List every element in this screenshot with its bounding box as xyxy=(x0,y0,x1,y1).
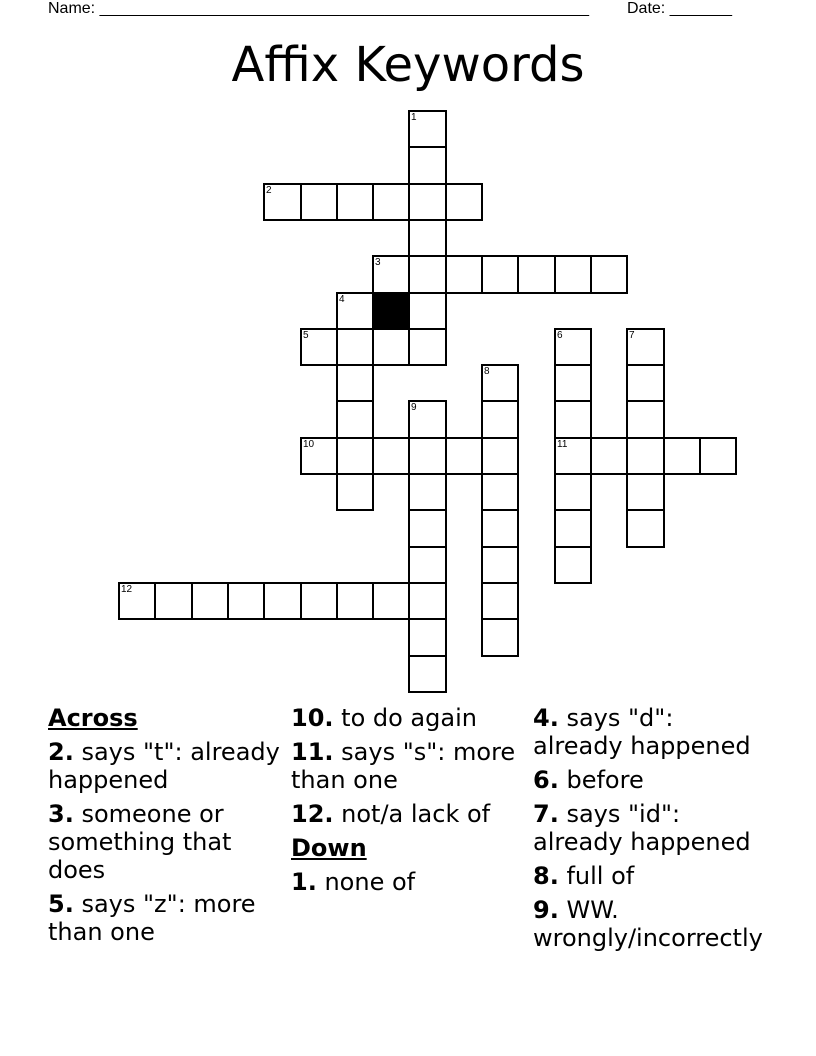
grid-cell[interactable] xyxy=(408,509,447,548)
grid-cell[interactable] xyxy=(336,292,374,330)
clue-number-label: 10 xyxy=(303,439,315,450)
grid-cell[interactable] xyxy=(554,255,592,294)
grid-cell[interactable] xyxy=(554,328,592,366)
clue-text: says "d": already happened xyxy=(533,704,751,760)
grid-cell[interactable] xyxy=(336,328,374,366)
clue-across-10 xyxy=(291,704,531,732)
date-line: Date: _______ xyxy=(627,0,732,17)
across-heading: Across xyxy=(48,704,138,732)
grid-cell[interactable] xyxy=(191,582,229,620)
grid-cell[interactable] xyxy=(408,328,447,366)
clue-number: 3. xyxy=(48,800,74,828)
clue-number-label: 9 xyxy=(411,402,417,413)
clue-number-label: 7 xyxy=(629,330,635,341)
grid-cell[interactable] xyxy=(590,437,628,475)
clue-text: says "s": more than one xyxy=(291,738,516,794)
grid-cell[interactable] xyxy=(300,328,338,366)
grid-cell[interactable] xyxy=(372,437,410,475)
clue-number: 9. xyxy=(533,896,559,924)
grid-cell[interactable] xyxy=(408,437,447,475)
grid-cell[interactable] xyxy=(336,473,374,511)
clue-number: 12. xyxy=(291,800,334,828)
page-title: Affix Keywords xyxy=(231,37,585,93)
clue-across-5 xyxy=(48,890,288,946)
clue-across-11 xyxy=(291,738,531,794)
grid-cell[interactable] xyxy=(154,582,193,620)
grid-cell[interactable] xyxy=(408,110,447,148)
grid-cell[interactable] xyxy=(481,255,519,294)
grid-cell[interactable] xyxy=(445,255,483,294)
clue-column-3 xyxy=(533,704,768,958)
grid-cell[interactable] xyxy=(517,255,556,294)
grid-cell[interactable] xyxy=(372,183,410,221)
clue-number: 11. xyxy=(291,738,334,766)
clue-text: full of xyxy=(566,862,635,890)
grid-cell[interactable] xyxy=(481,618,519,657)
clue-text: to do again xyxy=(341,704,477,732)
clue-number-label: 2 xyxy=(266,185,272,196)
clue-number: 5. xyxy=(48,890,74,918)
clue-down-4 xyxy=(533,704,768,760)
clue-number-label: 11 xyxy=(557,439,568,450)
grid-cell[interactable] xyxy=(408,183,447,221)
grid-cell[interactable] xyxy=(626,364,665,402)
grid-cell[interactable] xyxy=(554,437,592,475)
grid-cell[interactable] xyxy=(372,255,410,294)
grid-cell[interactable] xyxy=(336,183,374,221)
grid-cell[interactable] xyxy=(626,328,665,366)
grid-cell[interactable] xyxy=(300,582,338,620)
grid-cell[interactable] xyxy=(408,546,447,584)
grid-cell[interactable] xyxy=(408,473,447,511)
clue-number-label: 1 xyxy=(411,112,417,123)
grid-cell[interactable] xyxy=(336,582,374,620)
grid-cell[interactable] xyxy=(590,255,628,294)
grid-cell[interactable] xyxy=(626,437,665,475)
grid-cell[interactable] xyxy=(408,146,447,185)
grid-cell[interactable] xyxy=(626,400,665,439)
grid-cell[interactable] xyxy=(408,582,447,620)
clue-down-8 xyxy=(533,862,768,890)
grid-cell[interactable] xyxy=(481,546,519,584)
clue-text: WW. wrongly/incorrectly xyxy=(533,896,763,952)
clue-across-12 xyxy=(291,800,531,828)
clue-down-9 xyxy=(533,896,768,952)
clue-number: 2. xyxy=(48,738,74,766)
grid-cell[interactable] xyxy=(263,183,302,221)
grid-cell[interactable] xyxy=(408,255,447,294)
clue-column-1 xyxy=(48,704,288,952)
grid-block xyxy=(372,292,410,330)
clue-across-3 xyxy=(48,800,288,884)
grid-cell[interactable] xyxy=(663,437,701,475)
grid-cell[interactable] xyxy=(300,437,338,475)
clue-number-label: 5 xyxy=(303,330,309,341)
clue-column-2 xyxy=(291,704,531,902)
grid-cell[interactable] xyxy=(372,328,410,366)
grid-cell[interactable] xyxy=(481,582,519,620)
grid-cell[interactable] xyxy=(481,437,519,475)
grid-cell[interactable] xyxy=(481,473,519,511)
clue-number: 4. xyxy=(533,704,559,732)
clue-number-label: 4 xyxy=(339,294,345,305)
clue-text: says "t": already happened xyxy=(48,738,280,794)
clue-number-label: 6 xyxy=(557,330,563,341)
clue-number-label: 12 xyxy=(121,584,133,595)
grid-cell[interactable] xyxy=(408,400,447,439)
grid-cell[interactable] xyxy=(554,400,592,439)
clue-number-label: 8 xyxy=(484,366,490,377)
grid-cell[interactable] xyxy=(336,400,374,439)
grid-cell[interactable] xyxy=(699,437,737,475)
grid-cell[interactable] xyxy=(445,437,483,475)
clue-number: 8. xyxy=(533,862,559,890)
clue-number: 10. xyxy=(291,704,334,732)
grid-cell[interactable] xyxy=(626,473,665,511)
grid-cell[interactable] xyxy=(408,292,447,330)
clue-text: says "id": already happened xyxy=(533,800,751,856)
grid-cell[interactable] xyxy=(300,183,338,221)
clue-down-7 xyxy=(533,800,768,856)
grid-cell[interactable] xyxy=(408,219,447,257)
grid-cell[interactable] xyxy=(408,618,447,657)
grid-cell[interactable] xyxy=(554,364,592,402)
grid-cell[interactable] xyxy=(554,509,592,548)
grid-cell[interactable] xyxy=(372,582,410,620)
grid-cell[interactable] xyxy=(408,655,447,693)
clue-across-2 xyxy=(48,738,288,794)
clue-down-6 xyxy=(533,766,768,794)
grid-cell[interactable] xyxy=(336,364,374,402)
clue-text: before xyxy=(566,766,644,794)
grid-cell[interactable] xyxy=(481,400,519,439)
clue-text: says "z": more than one xyxy=(48,890,256,946)
grid-cell[interactable] xyxy=(263,582,302,620)
clue-number: 6. xyxy=(533,766,559,794)
clue-text: someone or something that does xyxy=(48,800,232,884)
clue-down-1 xyxy=(291,868,531,896)
clue-text: not/a lack of xyxy=(341,800,491,828)
grid-cell[interactable] xyxy=(481,509,519,548)
grid-cell[interactable] xyxy=(336,437,374,475)
clue-text: none of xyxy=(324,868,416,896)
down-heading: Down xyxy=(291,834,367,862)
grid-cell[interactable] xyxy=(554,546,592,584)
grid-cell[interactable] xyxy=(118,582,156,620)
grid-cell[interactable] xyxy=(626,509,665,548)
clue-number-label: 3 xyxy=(375,257,381,268)
clue-number: 1. xyxy=(291,868,317,896)
clue-number: 7. xyxy=(533,800,559,828)
grid-cell[interactable] xyxy=(554,473,592,511)
grid-cell[interactable] xyxy=(481,364,519,402)
grid-cell[interactable] xyxy=(227,582,265,620)
grid-cell[interactable] xyxy=(445,183,483,221)
name-line: Name: _______________________________________________________ xyxy=(48,0,589,17)
